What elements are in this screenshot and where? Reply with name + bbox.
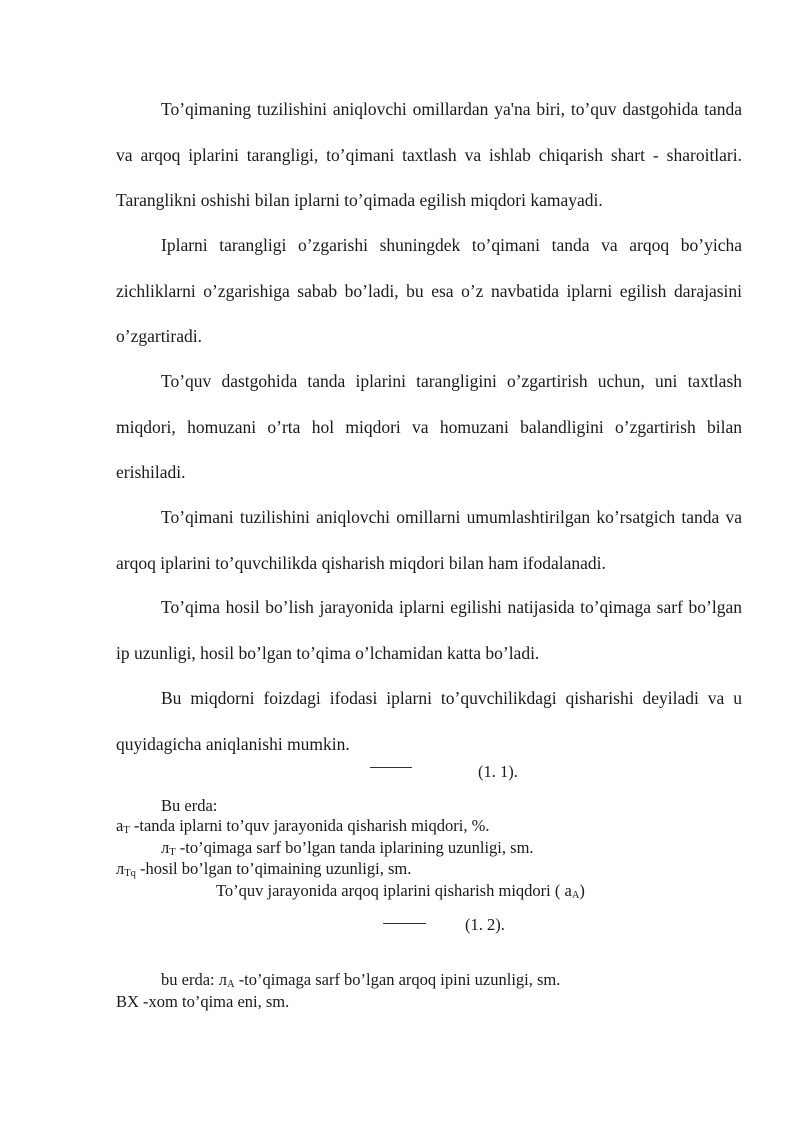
definition-BX: BX -xom to’qima eni, sm. [116, 992, 290, 1011]
definition-lTq [116, 859, 411, 879]
definition-lTq-text: -hosil bo’lgan to’qimaining uzunligi, sm. [135, 859, 412, 878]
definition-aT [116, 816, 489, 836]
equation-1-fraction-bar [370, 767, 412, 768]
equation-1-number: (1. 1). [478, 762, 518, 781]
subscript-T: T [123, 825, 130, 836]
arqoq-heading-text: To’quv jarayonida arqoq iplarini qisharish miqdori ( a [216, 881, 572, 900]
definition-lA-prefix: bu erda: [161, 970, 219, 989]
definition-lA-text: -to’qimaga sarf bo’lgan arqoq ipini uzunligi, sm. [234, 970, 561, 989]
definition-lA [161, 970, 560, 990]
paragraph-5: To’qima hosil bo’lish jarayonida iplarni egilishi natijasida to’qimaga sarf bo’lgan ip uzunligi, hosil bo’lgan to’qima o’lchamidan katta bo’ladi. [116, 597, 742, 663]
symbol-l: л [161, 838, 170, 857]
arqoq-heading-close: ) [579, 881, 585, 900]
bu-erda-label: Bu erda: [161, 796, 218, 815]
symbol-l: л [218, 970, 227, 989]
paragraph-1: To’qimaning tuzilishini aniqlovchi omillardan ya'na biri, to’quv dastgohida tanda va arqoq iplarini tarangligi, to’qimani taxtlash va ishlab chiqarish shart - sharoitlari. Taranglikni oshishi bilan iplarni to’qimada egilish miqdori kamayadi. [116, 99, 742, 210]
arqoq-shrinkage-heading [216, 881, 585, 901]
subscript-Tq: Tq [124, 868, 136, 879]
paragraph-4: To’qimani tuzilishini aniqlovchi omillarni umumlashtirilgan ko’rsatgich tanda va arqoq iplarini to’quvchilikda qisharish miqdori bilan ham ifodalanadi. [116, 507, 742, 573]
symbol-a: a [116, 816, 124, 835]
subscript-T: T [169, 847, 176, 858]
paragraph-3: To’quv dastgohida tanda iplarini tarangligini o’zgartirish uchun, uni taxtlash miqdori, homuzani o’rta hol miqdori va homuzani balandligini o’zgartirish bilan erishiladi. [116, 371, 742, 482]
equation-2-number: (1. 2). [465, 915, 505, 934]
subscript-A: A [226, 979, 235, 990]
definition-aT-text: -tanda iplarni to’quv jarayonida qisharish miqdori, %. [129, 816, 490, 835]
subscript-A: A [571, 890, 580, 901]
definition-lT-text: -to’qimaga sarf bo’lgan tanda iplarining uzunligi, sm. [175, 838, 534, 857]
equation-2-fraction-bar [383, 923, 426, 924]
definition-lT [161, 838, 534, 858]
paragraph-2: Iplarni tarangligi o’zgarishi shuningdek to’qimani tanda va arqoq bo’yicha zichliklarni o’zgarishiga sabab bo’ladi, bu esa o’z navbatida iplarni egilish darajasini o’zgartiradi. [116, 235, 742, 346]
symbol-l: л [116, 859, 125, 878]
paragraph-6: Bu miqdorni foizdagi ifodasi iplarni to’quvchilikdagi qisharishi deyiladi va u quyidagicha aniqlanishi mumkin. [116, 688, 742, 754]
